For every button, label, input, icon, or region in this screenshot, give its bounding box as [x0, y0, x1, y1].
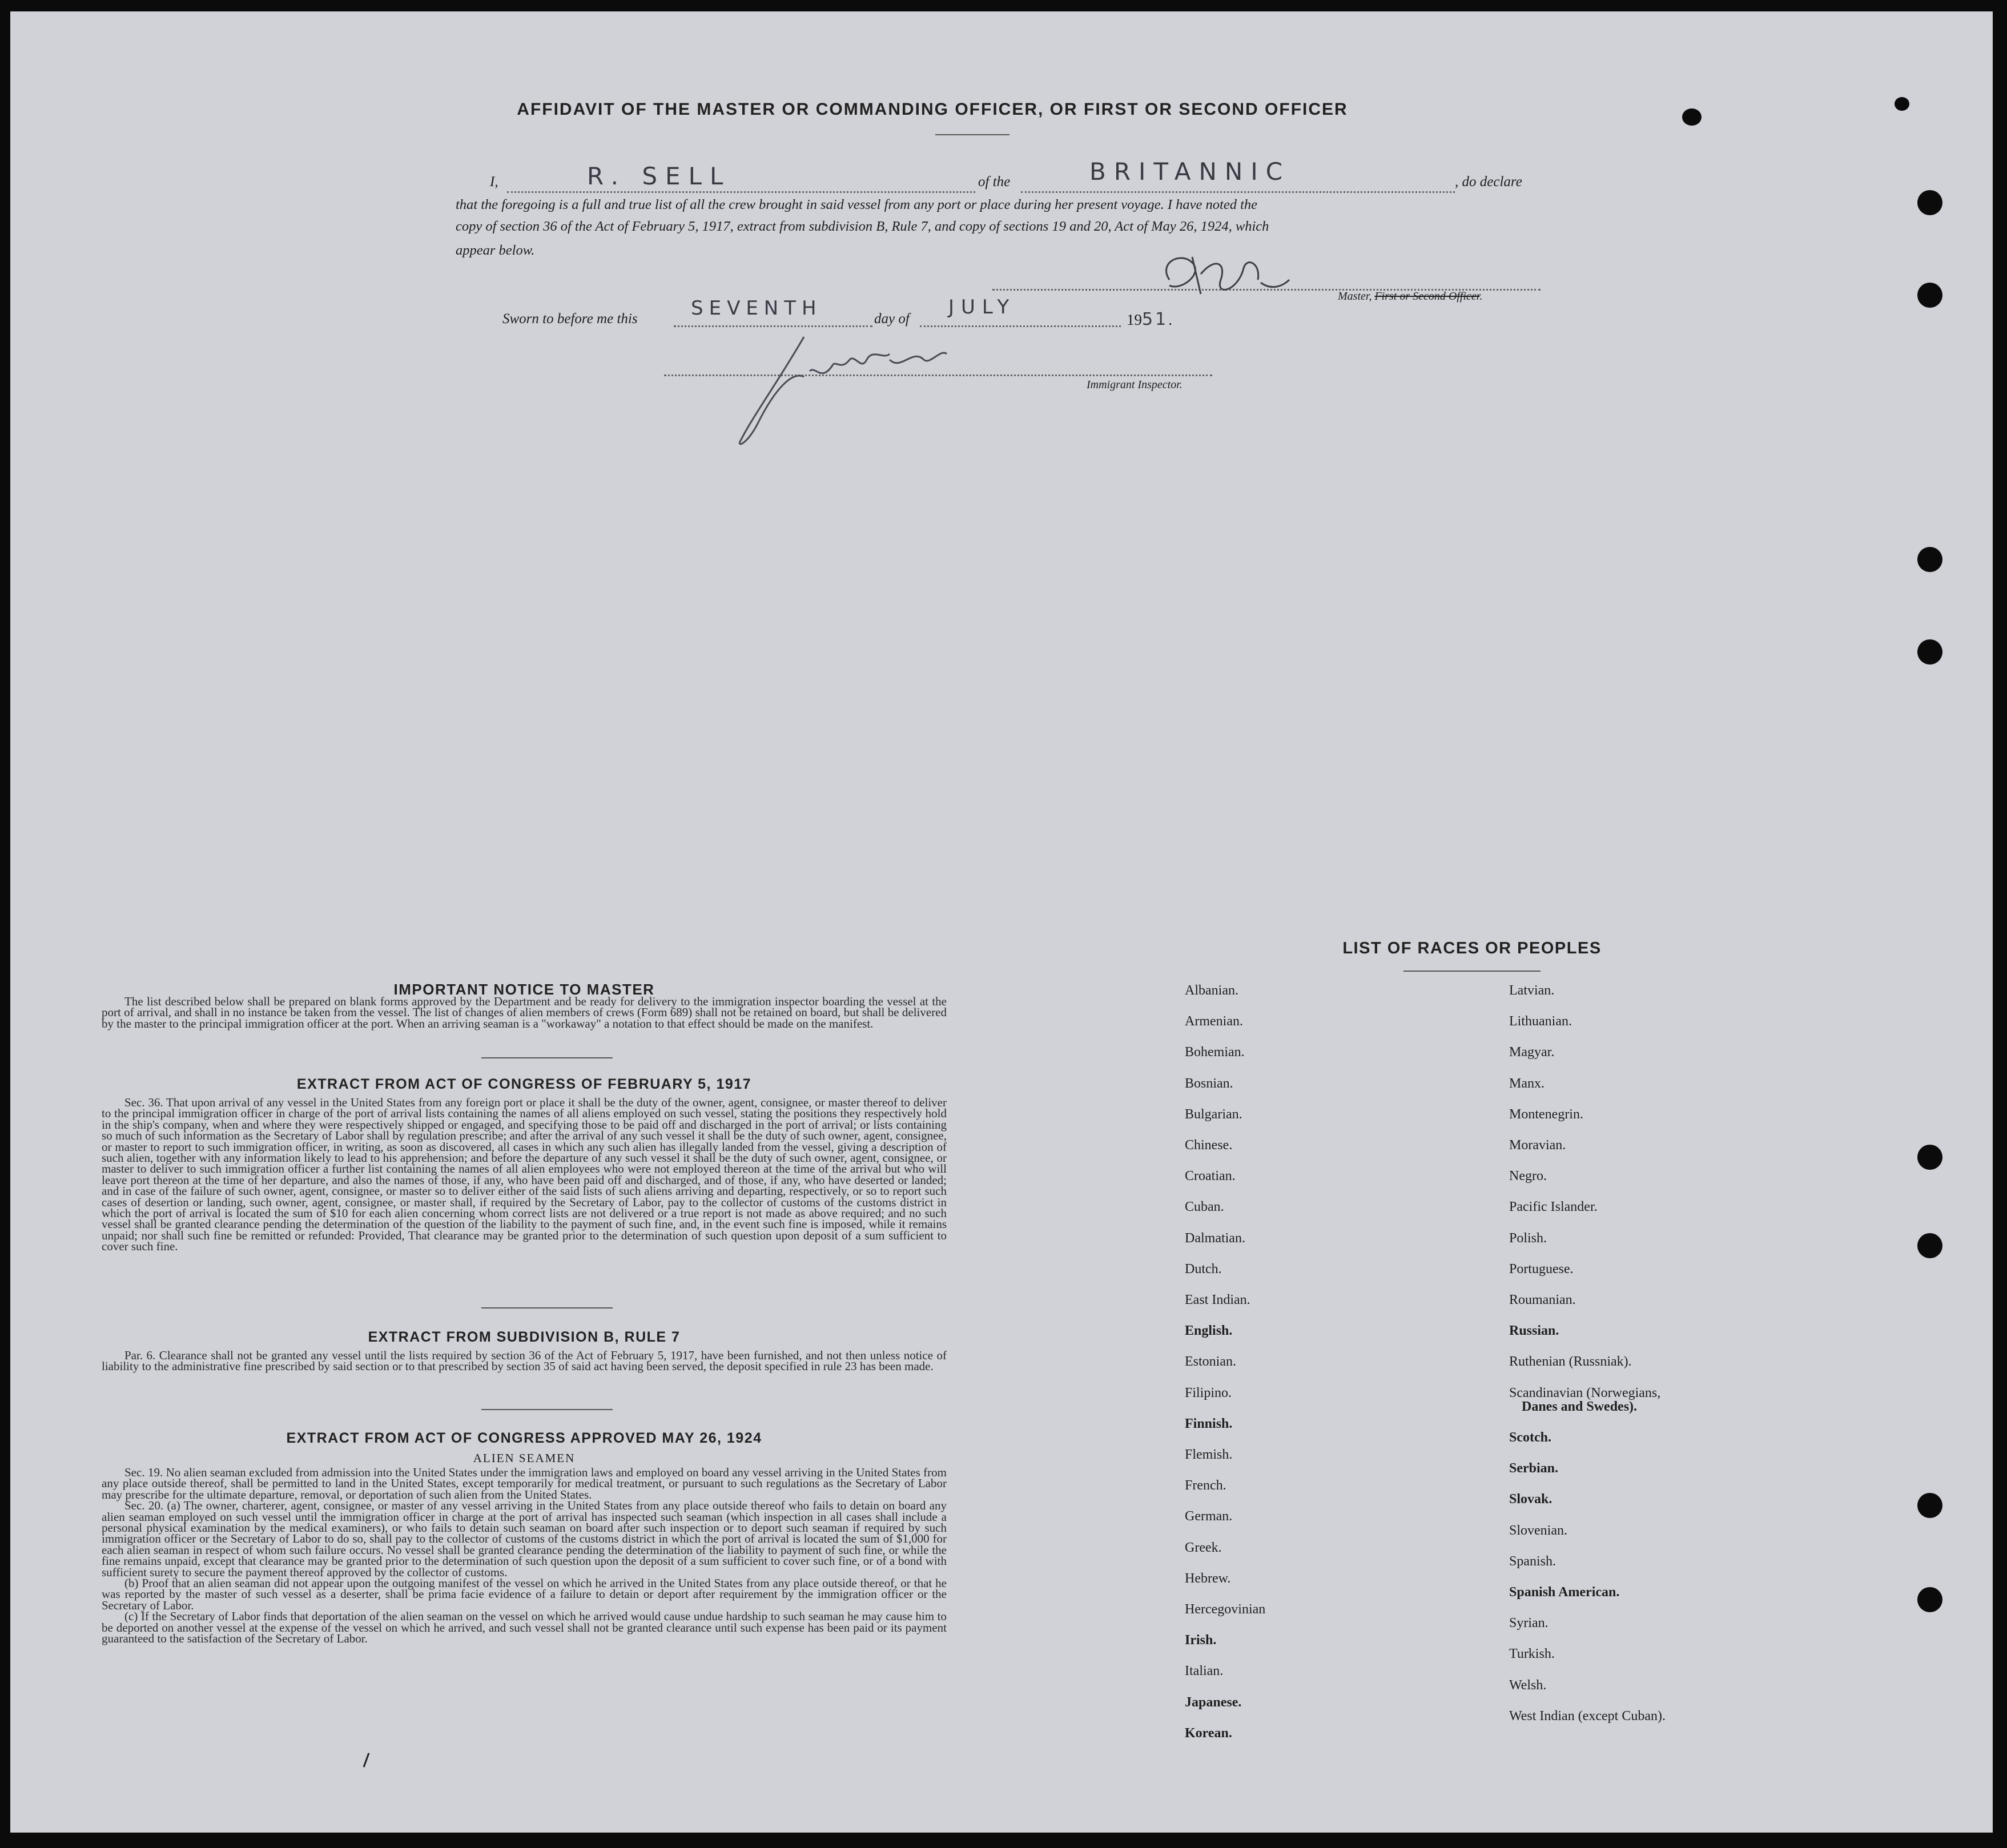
- do-declare-label: , do declare: [1455, 174, 1522, 190]
- race-item: Dalmatian.: [1185, 1230, 1245, 1246]
- race-item: French.: [1185, 1478, 1226, 1493]
- race-item: Bohemian.: [1185, 1045, 1245, 1060]
- race-item: Bulgarian.: [1185, 1106, 1242, 1122]
- punch-hole: [1917, 1493, 1942, 1518]
- race-item: Pacific Islander.: [1509, 1199, 1598, 1215]
- i-label: I,: [490, 174, 498, 190]
- race-item: Slovak.: [1509, 1492, 1552, 1507]
- extract-1917-body: Sec. 36. That upon arrival of any vessel in the United States from any foreign port or place it shall be the duty of the owner, agent, consignee, or master thereof to deliver to the principal immigration officer in charge of the port of arrival lists containing the names of all aliens employed on such vessel, stating the positions they respectively hold in the ship's company, when and where they were respectively shipped or engaged, and specifying those to be paid off and discharged in the port of arrival; or lists containing so much of such information as the Secretary of Labor shall by regulation prescribe; and after the arrival of any such vessel it shall be the duty of such owner, agent, consignee, or master to report to such immigration officer, in writing, as soon as discovered, all cases in which any such alien has illegally landed from the vessel, giving a description of such alien, together with any information likely to lead to his apprehension; and before the departure of any such vessel it shall be the duty of such owner, agent, consignee, or master to deliver to such immigration officer a further list containing the names of all alien employees who were not employed thereon at the time of the arrival but who will leave port thereon at the time of her departure, and also the names of those, if any, who have been paid off and discharged, and of those, if any, who have deserted or landed; and in case of the failure of such owner, agent, consignee, or master so to deliver either of the said lists of such aliens arriving and departing, respectively, or so to report such cases of desertion or landing, such owner, agent, consignee, or master shall, if required by the Secretary of Labor, pay to the collector of customs of the customs district in which the port of arrival is located the sum of $10 for each alien concerning whom correct lists are not delivered or a true report is not made as above required; and no such vessel shall be granted clearance pending the determination of the question of the liability to the payment of such fine, and, in the event such fine is imposed, while it remains unpaid; nor shall such fine be remitted or refunded: Provided, That clearance may be granted prior to the determination of such question upon deposit of a sum sufficient to cover such fine.: [102, 1096, 947, 1254]
- sworn-label: Sworn to before me this: [502, 311, 638, 327]
- affidavit-body-line2: copy of section 36 of the Act of February 5, 1917, extract from subdivision B, Rule 7, and copy of sections 19 and 20, Act of May 26, 1924, which: [456, 219, 1269, 234]
- ink-blot: [1682, 108, 1702, 126]
- affidavit-title: AFFIDAVIT OF THE MASTER OR COMMANDING OFFICER, OR FIRST OR SECOND OFFICER: [517, 100, 1348, 119]
- punch-hole: [1917, 283, 1942, 308]
- race-item: Hebrew.: [1185, 1571, 1231, 1586]
- inspector-signature: [718, 325, 981, 451]
- race-item: Japanese.: [1185, 1694, 1242, 1710]
- race-item: Manx.: [1509, 1076, 1545, 1091]
- punch-hole: [1917, 639, 1942, 665]
- race-item: Chinese.: [1185, 1138, 1233, 1153]
- affidavit-body-line1: that the foregoing is a full and true list of all the crew brought in said vessel from any port or place during her present voyage. I have noted the: [456, 197, 1258, 212]
- extract-1924-title: EXTRACT FROM ACT OF CONGRESS APPROVED MAY 26, 1924: [286, 1430, 762, 1446]
- divider: [1403, 971, 1541, 972]
- struck-officer-label: First or Second Officer: [1374, 290, 1480, 303]
- race-item: Korean.: [1185, 1725, 1232, 1741]
- sec19-text: Sec. 19. No alien seaman excluded from admission into the United States under the immigration laws and employed on board any vessel arriving in the United States from any place outside thereof, shall be permitted to land in the United States, except temporarily for medical treatment, or pursuant to such regulations as the Secretary of Labor may prescribe for the ultimate departure, removal, or deportation of such alien from the United States.: [102, 1465, 947, 1501]
- affidavit-body-line3: appear below.: [456, 243, 535, 258]
- rule7-body: Par. 6. Clearance shall not be granted any vessel until the lists required by section 36 of the Act of February 5, 1917, have been furnished, and not then unless notice of liability to the administrative fine prescribed by said section or to that prescribed by section 35 of said act having been served, the deposit specified in rule 23 has been made.: [102, 1348, 947, 1374]
- day-of-label: day of: [874, 311, 910, 327]
- race-item: Negro.: [1509, 1169, 1547, 1184]
- race-item: Turkish.: [1509, 1646, 1555, 1662]
- sec20a-text: Sec. 20. (a) The owner, charterer, agent, consignee, or master of any vessel arriving in the United States from any place outside thereof who fails to detain on board any alien seaman employed on such vessel until the immigration officer in charge at the port of arrival has inspected such seaman (which inspection in all cases shall include a personal physical examination by the medical examiners), or who fails to detain such seaman on board after such inspection or to deport such seaman if required by such immigration officer or the Secretary of Labor to do so, shall pay to the collector of customs of the customs district in which the port of arrival is located the sum of $1,000 for each alien seaman in respect of whom such failure occurs. No vessel shall be granted clearance pending the determination of the liability to payment of such fine, or while the fine remains unpaid, except that clearance may be granted prior to the determination of such question upon the deposit of a sum sufficient to cover such fine, or of a bond with sufficient surety to secure the payment thereof approved by the collector of customs.: [102, 1499, 947, 1579]
- race-item: Finnish.: [1185, 1416, 1233, 1431]
- name-handwritten: R. SELL: [587, 162, 731, 190]
- race-item: Magyar.: [1509, 1045, 1555, 1060]
- race-item: Hercegovinian: [1185, 1602, 1266, 1617]
- vessel-field: [1021, 158, 1455, 193]
- punch-hole: [1917, 1587, 1942, 1612]
- race-item: Bosnian.: [1185, 1076, 1233, 1091]
- divider: [481, 1057, 613, 1058]
- rule7-title: EXTRACT FROM SUBDIVISION B, RULE 7: [368, 1329, 681, 1345]
- race-item: East Indian.: [1185, 1293, 1250, 1307]
- race-item: Irish.: [1185, 1633, 1217, 1648]
- punch-hole: [1917, 1145, 1942, 1170]
- year-handwritten: 51: [1142, 309, 1169, 329]
- divider: [481, 1307, 613, 1309]
- year-group: 1951.: [1127, 309, 1172, 329]
- divider: [481, 1409, 613, 1410]
- race-item: Scandinavian (Norwegians,: [1509, 1385, 1661, 1400]
- race-item: West Indian (except Cuban).: [1509, 1708, 1666, 1724]
- month-handwritten: JULY: [948, 296, 1016, 319]
- race-item: Portuguese.: [1509, 1261, 1574, 1277]
- race-item: Armenian.: [1185, 1014, 1243, 1029]
- year-printed: 19: [1127, 311, 1142, 328]
- race-item: Greek.: [1185, 1540, 1222, 1555]
- race-item: Polish.: [1509, 1230, 1547, 1246]
- extract-1924-subtitle: ALIEN SEAMEN: [473, 1451, 576, 1465]
- race-item: English.: [1185, 1323, 1233, 1339]
- race-item: Filipino.: [1185, 1385, 1232, 1400]
- punch-hole: [1917, 1233, 1942, 1258]
- document-sheet: [10, 11, 1993, 1833]
- name-field: [507, 162, 975, 193]
- title-divider: [935, 134, 1009, 135]
- of-the-label: of the: [978, 174, 1011, 190]
- race-item: Danes and Swedes).: [1522, 1399, 1638, 1414]
- race-item: Serbian.: [1509, 1461, 1559, 1476]
- race-item: Ruthenian (Russniak).: [1509, 1354, 1632, 1370]
- race-item: Roumanian.: [1509, 1293, 1576, 1307]
- race-item: Flemish.: [1185, 1447, 1233, 1462]
- race-item: Lithuanian.: [1509, 1014, 1572, 1029]
- extract-1917-title: EXTRACT FROM ACT OF CONGRESS OF FEBRUARY 5, 1917: [296, 1076, 752, 1092]
- punch-hole: [1917, 547, 1942, 572]
- day-handwritten: SEVENTH: [691, 297, 822, 320]
- race-item: Albanian.: [1185, 983, 1238, 998]
- race-item: Dutch.: [1185, 1261, 1222, 1277]
- race-item: Slovenian.: [1509, 1523, 1567, 1538]
- master-label: Master,: [1338, 290, 1372, 303]
- inspector-label: Immigrant Inspector.: [1087, 379, 1183, 391]
- pencil-mark: [363, 1753, 370, 1767]
- race-item: Moravian.: [1509, 1138, 1566, 1153]
- race-item: Montenegrin.: [1509, 1106, 1583, 1122]
- race-item: Scotch.: [1509, 1430, 1551, 1445]
- race-item: Estonian.: [1185, 1354, 1236, 1370]
- race-item: Latvian.: [1509, 983, 1555, 998]
- races-title: LIST OF RACES OR PEOPLES: [1342, 939, 1602, 957]
- race-item: Spanish American.: [1509, 1585, 1620, 1600]
- extract-1924-text: [102, 1467, 947, 1645]
- race-item: Cuban.: [1185, 1199, 1224, 1215]
- sec20c-text: (c) If the Secretary of Labor finds that deportation of the alien seaman on the vessel on which he arrived would cause undue hardship to such seaman he may cause him to be deported on another vessel at the expense of the vessel on which he arrived, and such vessel shall not be granted clearance until such expense has been paid or its payment guaranteed to the satisfaction of the Secretary of Labor.: [102, 1609, 947, 1646]
- notice-title: IMPORTANT NOTICE TO MASTER: [393, 981, 655, 998]
- ink-blot: [1895, 97, 1909, 111]
- punch-hole: [1917, 190, 1942, 215]
- sec20b-text: (b) Proof that an alien seaman did not appear upon the outgoing manifest of the vessel on which he arrived in the United States from any place outside thereof, or that he was reported by the master of such vessel as a deserter, shall be prima facie evidence of a failure to detain or deport after requirement by the immigration officer or the Secretary of Labor.: [102, 1576, 947, 1612]
- month-field: [920, 296, 1121, 327]
- race-item: Croatian.: [1185, 1169, 1236, 1184]
- master-label-group: Master, First or Second Officer.: [1338, 290, 1483, 303]
- day-field: [674, 297, 872, 327]
- race-item: Welsh.: [1509, 1677, 1547, 1693]
- race-item: Italian.: [1185, 1664, 1224, 1679]
- vessel-handwritten: BRITANNIC: [1089, 158, 1291, 186]
- race-item: Russian.: [1509, 1323, 1559, 1339]
- notice-body: The list described below shall be prepared on blank forms approved by the Department and be ready for delivery to the immigration inspector boarding the vessel at the port of arrival, and shall in no instance be taken from the vessel. The list of changes of alien members of crews (Form 689) shall not be retained on board, but shall be delivered by the master to the principal immigration officer at the port. When an arriving seaman is a "workaway" a notation to that effect should be made on the manifest.: [102, 995, 947, 1030]
- race-item: Spanish.: [1509, 1553, 1556, 1569]
- master-signature: [1147, 240, 1306, 308]
- race-item: German.: [1185, 1509, 1233, 1524]
- race-item: Syrian.: [1509, 1616, 1549, 1631]
